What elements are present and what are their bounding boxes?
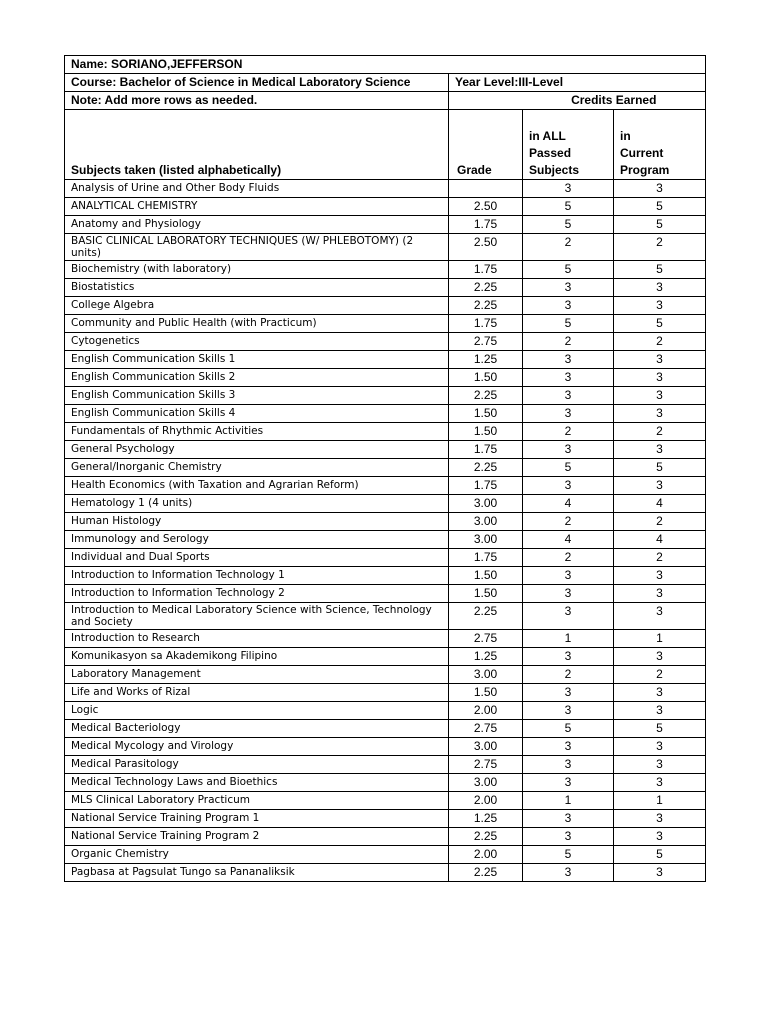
subject-cell: Organic Chemistry bbox=[65, 846, 449, 864]
all-passed-credits-cell: 3 bbox=[523, 387, 614, 405]
subject-cell: Anatomy and Physiology bbox=[65, 216, 449, 234]
subject-cell: Medical Technology Laws and Bioethics bbox=[65, 774, 449, 792]
year-level: Year Level:III-Level bbox=[449, 74, 706, 92]
all-passed-line3: Subjects bbox=[529, 163, 580, 177]
grade-cell: 1.75 bbox=[449, 261, 523, 279]
table-row bbox=[65, 423, 706, 441]
current-program-credits-cell: 4 bbox=[614, 531, 706, 549]
current-program-credits-cell: 3 bbox=[614, 351, 706, 369]
current-program-credits-cell: 5 bbox=[614, 216, 706, 234]
all-passed-credits-cell: 1 bbox=[523, 630, 614, 648]
all-passed-credits-cell: 3 bbox=[523, 864, 614, 882]
grade-cell: 1.25 bbox=[449, 351, 523, 369]
table-row bbox=[65, 405, 706, 423]
subject-cell: Laboratory Management bbox=[65, 666, 449, 684]
subject-cell: Biochemistry (with laboratory) bbox=[65, 261, 449, 279]
current-program-credits-cell: 3 bbox=[614, 387, 706, 405]
all-passed-credits-cell: 3 bbox=[523, 441, 614, 459]
table-row bbox=[65, 684, 706, 702]
grade-cell: 1.75 bbox=[449, 477, 523, 495]
current-program-credits-cell: 5 bbox=[614, 846, 706, 864]
current-program-credits-cell: 3 bbox=[614, 585, 706, 603]
name-row bbox=[65, 56, 706, 74]
grade-cell: 2.75 bbox=[449, 756, 523, 774]
all-passed-credits-cell: 3 bbox=[523, 567, 614, 585]
grade-cell: 2.50 bbox=[449, 234, 523, 261]
current-program-credits-cell: 2 bbox=[614, 549, 706, 567]
note-spacer bbox=[449, 92, 523, 110]
subject-cell: Logic bbox=[65, 702, 449, 720]
all-passed-credits-cell: 4 bbox=[523, 495, 614, 513]
all-passed-credits-cell: 2 bbox=[523, 423, 614, 441]
current-program-credits-cell: 3 bbox=[614, 567, 706, 585]
column-header-row bbox=[65, 110, 706, 180]
table-row bbox=[65, 648, 706, 666]
grade-cell: 2.25 bbox=[449, 603, 523, 630]
table-row bbox=[65, 567, 706, 585]
subject-cell: Individual and Dual Sports bbox=[65, 549, 449, 567]
all-passed-credits-cell: 3 bbox=[523, 477, 614, 495]
current-program-credits-cell: 3 bbox=[614, 774, 706, 792]
all-passed-column-header bbox=[523, 110, 614, 180]
table-row bbox=[65, 828, 706, 846]
current-program-credits-cell: 3 bbox=[614, 810, 706, 828]
grade-cell: 2.00 bbox=[449, 846, 523, 864]
subject-cell: Community and Public Health (with Practicum) bbox=[65, 315, 449, 333]
subject-cell: MLS Clinical Laboratory Practicum bbox=[65, 792, 449, 810]
grade-cell: 3.00 bbox=[449, 531, 523, 549]
grade-cell: 3.00 bbox=[449, 495, 523, 513]
current-program-credits-cell: 5 bbox=[614, 198, 706, 216]
subject-cell: Introduction to Medical Laboratory Science with Science, Technology and Society bbox=[65, 603, 449, 630]
grade-cell: 2.25 bbox=[449, 864, 523, 882]
table-row bbox=[65, 774, 706, 792]
subject-cell: English Communication Skills 4 bbox=[65, 405, 449, 423]
current-program-credits-cell: 1 bbox=[614, 630, 706, 648]
grade-cell: 3.00 bbox=[449, 513, 523, 531]
table-row bbox=[65, 549, 706, 567]
subject-cell: Cytogenetics bbox=[65, 333, 449, 351]
grade-cell: 1.50 bbox=[449, 405, 523, 423]
current-program-credits-cell: 2 bbox=[614, 423, 706, 441]
table-row bbox=[65, 792, 706, 810]
all-passed-credits-cell: 3 bbox=[523, 738, 614, 756]
note: Note: Add more rows as needed. bbox=[65, 92, 449, 110]
all-passed-credits-cell: 3 bbox=[523, 810, 614, 828]
grade-cell: 1.25 bbox=[449, 810, 523, 828]
table-row bbox=[65, 630, 706, 648]
table-row bbox=[65, 495, 706, 513]
table-row bbox=[65, 810, 706, 828]
subject-cell: Hematology 1 (4 units) bbox=[65, 495, 449, 513]
grade-column-header: Grade bbox=[449, 110, 523, 180]
grade-cell: 2.75 bbox=[449, 333, 523, 351]
grade-cell: 2.25 bbox=[449, 828, 523, 846]
all-passed-credits-cell: 3 bbox=[523, 279, 614, 297]
all-passed-credits-cell: 3 bbox=[523, 351, 614, 369]
subject-cell: Analysis of Urine and Other Body Fluids bbox=[65, 180, 449, 198]
grade-cell: 2.25 bbox=[449, 297, 523, 315]
grade-cell: 2.75 bbox=[449, 720, 523, 738]
current-program-column-header bbox=[614, 110, 706, 180]
all-passed-credits-cell: 3 bbox=[523, 405, 614, 423]
current-program-credits-cell: 3 bbox=[614, 738, 706, 756]
note-row bbox=[65, 92, 706, 110]
grade-cell: 1.25 bbox=[449, 648, 523, 666]
current-program-credits-cell: 2 bbox=[614, 333, 706, 351]
table-row bbox=[65, 198, 706, 216]
grade-cell: 1.50 bbox=[449, 423, 523, 441]
subject-cell: Medical Bacteriology bbox=[65, 720, 449, 738]
subject-cell: College Algebra bbox=[65, 297, 449, 315]
all-passed-line1: in ALL bbox=[529, 129, 566, 143]
all-passed-credits-cell: 3 bbox=[523, 774, 614, 792]
grade-cell: 2.00 bbox=[449, 702, 523, 720]
grade-cell: 1.50 bbox=[449, 369, 523, 387]
grade-cell: 3.00 bbox=[449, 774, 523, 792]
all-passed-credits-cell: 1 bbox=[523, 792, 614, 810]
grade-cell: 1.75 bbox=[449, 441, 523, 459]
subject-cell: Pagbasa at Pagsulat Tungo sa Pananaliksik bbox=[65, 864, 449, 882]
all-passed-credits-cell: 3 bbox=[523, 585, 614, 603]
current-program-credits-cell: 4 bbox=[614, 495, 706, 513]
table-row bbox=[65, 315, 706, 333]
current-program-credits-cell: 2 bbox=[614, 234, 706, 261]
subject-cell: English Communication Skills 2 bbox=[65, 369, 449, 387]
subject-cell: National Service Training Program 2 bbox=[65, 828, 449, 846]
table-row bbox=[65, 234, 706, 261]
current-program-credits-cell: 3 bbox=[614, 369, 706, 387]
all-passed-credits-cell: 5 bbox=[523, 261, 614, 279]
current-program-credits-cell: 5 bbox=[614, 261, 706, 279]
all-passed-credits-cell: 3 bbox=[523, 684, 614, 702]
grade-cell: 2.50 bbox=[449, 198, 523, 216]
current-program-credits-cell: 3 bbox=[614, 477, 706, 495]
current-program-credits-cell: 2 bbox=[614, 666, 706, 684]
grade-cell: 3.00 bbox=[449, 738, 523, 756]
all-passed-credits-cell: 3 bbox=[523, 648, 614, 666]
all-passed-credits-cell: 2 bbox=[523, 549, 614, 567]
subjects-column-header: Subjects taken (listed alphabetically) bbox=[65, 110, 449, 180]
all-passed-credits-cell: 5 bbox=[523, 315, 614, 333]
grade-cell: 2.25 bbox=[449, 459, 523, 477]
grade-cell: 1.50 bbox=[449, 585, 523, 603]
table-row bbox=[65, 297, 706, 315]
subject-cell: Fundamentals of Rhythmic Activities bbox=[65, 423, 449, 441]
all-passed-credits-cell: 5 bbox=[523, 720, 614, 738]
table-row bbox=[65, 369, 706, 387]
subject-cell: ANALYTICAL CHEMISTRY bbox=[65, 198, 449, 216]
subject-cell: Life and Works of Rizal bbox=[65, 684, 449, 702]
table-row bbox=[65, 459, 706, 477]
current-program-credits-cell: 3 bbox=[614, 864, 706, 882]
current-program-credits-cell: 3 bbox=[614, 648, 706, 666]
grade-cell: 1.75 bbox=[449, 315, 523, 333]
table-row bbox=[65, 261, 706, 279]
table-row bbox=[65, 864, 706, 882]
all-passed-credits-cell: 3 bbox=[523, 180, 614, 198]
all-passed-credits-cell: 5 bbox=[523, 459, 614, 477]
grade-cell: 1.50 bbox=[449, 684, 523, 702]
current-program-credits-cell: 3 bbox=[614, 603, 706, 630]
subject-cell: Human Histology bbox=[65, 513, 449, 531]
subject-cell: Introduction to Information Technology 2 bbox=[65, 585, 449, 603]
grade-cell: 2.25 bbox=[449, 279, 523, 297]
grades-table bbox=[64, 55, 706, 882]
all-passed-credits-cell: 4 bbox=[523, 531, 614, 549]
grade-cell: 2.75 bbox=[449, 630, 523, 648]
table-row bbox=[65, 846, 706, 864]
subject-cell: General/Inorganic Chemistry bbox=[65, 459, 449, 477]
all-passed-credits-cell: 2 bbox=[523, 234, 614, 261]
table-row bbox=[65, 720, 706, 738]
grade-cell: 2.25 bbox=[449, 387, 523, 405]
all-passed-credits-cell: 3 bbox=[523, 369, 614, 387]
table-row bbox=[65, 666, 706, 684]
table-row bbox=[65, 351, 706, 369]
subject-cell: General Psychology bbox=[65, 441, 449, 459]
all-passed-credits-cell: 5 bbox=[523, 846, 614, 864]
subject-cell: Immunology and Serology bbox=[65, 531, 449, 549]
all-passed-credits-cell: 5 bbox=[523, 216, 614, 234]
table-row bbox=[65, 180, 706, 198]
current-program-credits-cell: 5 bbox=[614, 315, 706, 333]
student-name: Name: SORIANO,JEFFERSON bbox=[65, 56, 706, 74]
current-program-credits-cell: 3 bbox=[614, 297, 706, 315]
current-program-credits-cell: 5 bbox=[614, 720, 706, 738]
all-passed-credits-cell: 3 bbox=[523, 756, 614, 774]
subject-cell: Introduction to Information Technology 1 bbox=[65, 567, 449, 585]
table-row bbox=[65, 333, 706, 351]
subject-cell: Medical Parasitology bbox=[65, 756, 449, 774]
all-passed-credits-cell: 2 bbox=[523, 333, 614, 351]
current-program-credits-cell: 2 bbox=[614, 513, 706, 531]
subject-cell: Introduction to Research bbox=[65, 630, 449, 648]
subject-cell: English Communication Skills 3 bbox=[65, 387, 449, 405]
table-row bbox=[65, 513, 706, 531]
subject-cell: Biostatistics bbox=[65, 279, 449, 297]
all-passed-credits-cell: 2 bbox=[523, 513, 614, 531]
current-program-line1: in bbox=[620, 129, 631, 143]
current-program-credits-cell: 3 bbox=[614, 828, 706, 846]
table-row bbox=[65, 387, 706, 405]
subject-cell: National Service Training Program 1 bbox=[65, 810, 449, 828]
table-row bbox=[65, 441, 706, 459]
subject-cell: Health Economics (with Taxation and Agrarian Reform) bbox=[65, 477, 449, 495]
grade-cell: 1.75 bbox=[449, 549, 523, 567]
current-program-credits-cell: 3 bbox=[614, 702, 706, 720]
current-program-credits-cell: 3 bbox=[614, 756, 706, 774]
table-row bbox=[65, 702, 706, 720]
table-row bbox=[65, 216, 706, 234]
current-program-credits-cell: 3 bbox=[614, 441, 706, 459]
subject-cell: English Communication Skills 1 bbox=[65, 351, 449, 369]
table-row bbox=[65, 603, 706, 630]
current-program-credits-cell: 1 bbox=[614, 792, 706, 810]
all-passed-credits-cell: 3 bbox=[523, 828, 614, 846]
subject-cell: Medical Mycology and Virology bbox=[65, 738, 449, 756]
all-passed-credits-cell: 5 bbox=[523, 198, 614, 216]
current-program-credits-cell: 3 bbox=[614, 684, 706, 702]
grade-cell bbox=[449, 180, 523, 198]
grade-cell: 1.75 bbox=[449, 216, 523, 234]
subject-cell: BASIC CLINICAL LABORATORY TECHNIQUES (W/ PHLEBOTOMY) (2 units) bbox=[65, 234, 449, 261]
all-passed-line2: Passed bbox=[529, 146, 572, 160]
table-row bbox=[65, 585, 706, 603]
table-row bbox=[65, 756, 706, 774]
course-row bbox=[65, 74, 706, 92]
grade-cell: 1.50 bbox=[449, 567, 523, 585]
table-row bbox=[65, 738, 706, 756]
credits-earned-heading: Credits Earned bbox=[523, 92, 706, 110]
grade-cell: 3.00 bbox=[449, 666, 523, 684]
current-program-line3: Program bbox=[620, 163, 670, 177]
all-passed-credits-cell: 2 bbox=[523, 666, 614, 684]
all-passed-credits-cell: 3 bbox=[523, 297, 614, 315]
current-program-line2: Current bbox=[620, 146, 664, 160]
current-program-credits-cell: 3 bbox=[614, 180, 706, 198]
current-program-credits-cell: 3 bbox=[614, 405, 706, 423]
table-row bbox=[65, 279, 706, 297]
course: Course: Bachelor of Science in Medical Laboratory Science bbox=[65, 74, 449, 92]
table-row bbox=[65, 477, 706, 495]
current-program-credits-cell: 3 bbox=[614, 279, 706, 297]
table-row bbox=[65, 531, 706, 549]
current-program-credits-cell: 5 bbox=[614, 459, 706, 477]
subject-cell: Komunikasyon sa Akademikong Filipino bbox=[65, 648, 449, 666]
all-passed-credits-cell: 3 bbox=[523, 702, 614, 720]
all-passed-credits-cell: 3 bbox=[523, 603, 614, 630]
grade-cell: 2.00 bbox=[449, 792, 523, 810]
